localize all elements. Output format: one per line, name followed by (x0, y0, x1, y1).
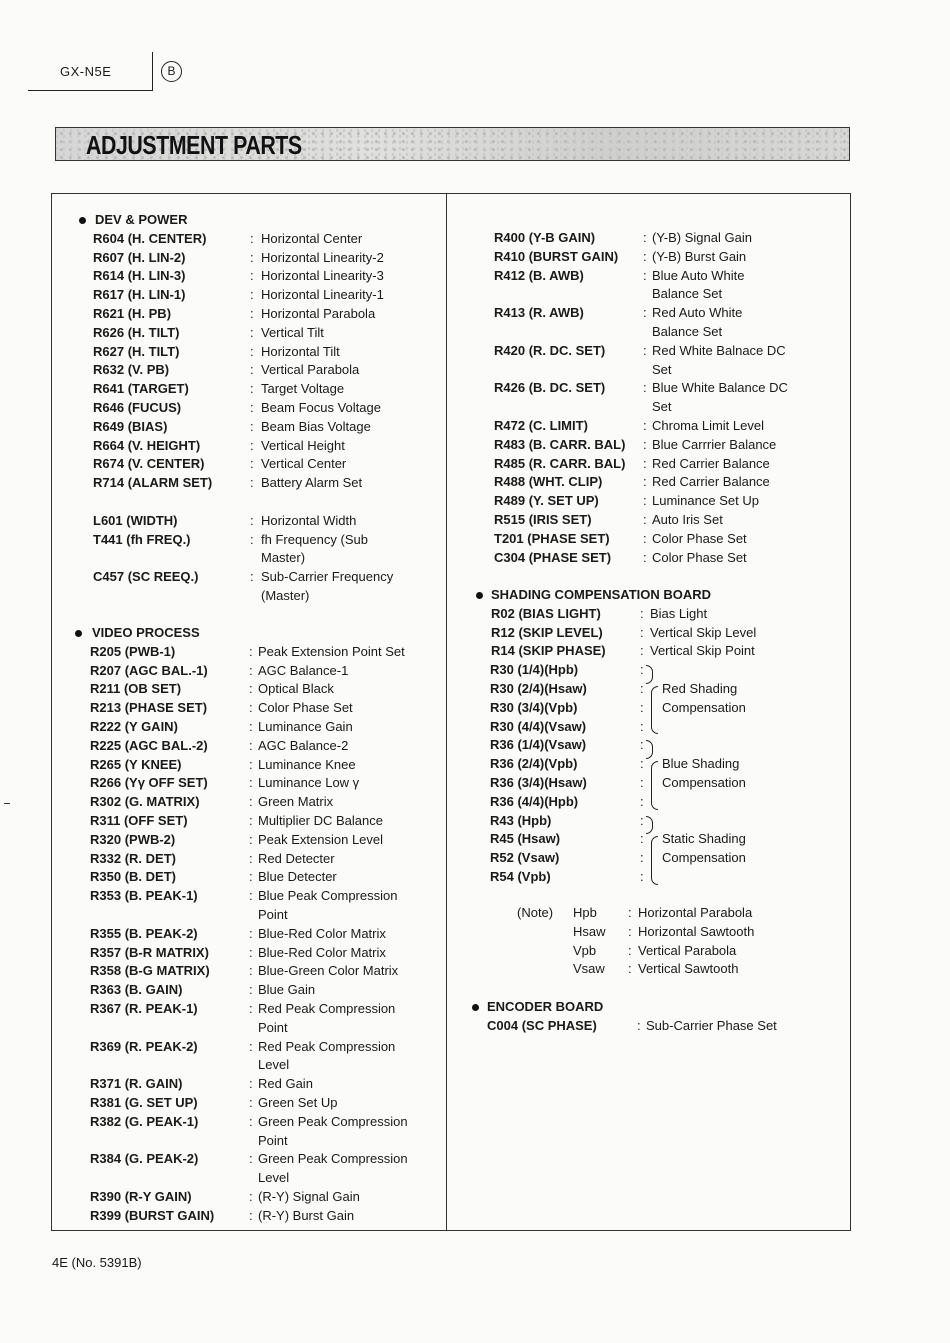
part-code: C304 (PHASE SET) (494, 549, 612, 565)
part-description: Horizontal Linearity-2 (261, 249, 384, 265)
separator-colon: : (640, 812, 644, 828)
part-description: AGC Balance-2 (258, 737, 349, 753)
section-heading: ENCODER BOARD (487, 999, 604, 1014)
separator-colon: : (250, 381, 254, 397)
separator-colon: : (640, 718, 644, 734)
separator-colon: : (628, 905, 632, 920)
part-code: R371 (R. GAIN) (90, 1076, 183, 1092)
part-description: Luminance Low γ (258, 775, 360, 791)
note-abbr: Hsaw (573, 923, 606, 939)
part-code: R627 (H. TILT) (93, 343, 180, 359)
part-description: Green Matrix (258, 794, 334, 810)
part-code: R604 (H. CENTER) (93, 230, 207, 246)
part-code: R413 (R. AWB) (494, 305, 584, 321)
part-description: Peak Extension Level (258, 831, 384, 847)
separator-colon: : (249, 1113, 253, 1129)
part-description: Blue Detecter (258, 869, 337, 885)
separator-colon: : (643, 512, 647, 527)
part-code: R515 (IRIS SET) (494, 512, 592, 527)
part-code: R485 (R. CARR. BAL) (494, 455, 626, 471)
part-code: R714 (ALARM SET) (93, 475, 213, 491)
separator-colon: : (640, 737, 644, 753)
part-code: R358 (B-G MATRIX) (90, 963, 210, 979)
part-description: Horizontal Parabola (261, 306, 376, 321)
separator-colon: : (640, 793, 644, 809)
part-description: Blue Auto White Balance Set (652, 267, 745, 302)
part-code: R488 (WHT. CLIP) (494, 474, 603, 490)
part-code: R614 (H. LIN-3) (93, 268, 186, 284)
part-code: R54 (Vpb) (490, 869, 551, 884)
separator-colon: : (249, 700, 253, 716)
part-code: R320 (PWB-2) (90, 831, 176, 847)
separator-colon: : (250, 343, 254, 359)
separator-colon: : (250, 400, 254, 415)
separator-colon: : (640, 756, 644, 772)
part-code: T201 (PHASE SET) (494, 530, 610, 546)
part-description: Red Peak Compression Point (258, 1001, 396, 1035)
part-code: R02 (BIAS LIGHT) (491, 605, 601, 621)
separator-colon: : (643, 474, 647, 490)
group-description: Red Shading Compensation (662, 681, 746, 715)
part-description: Green Peak Compression Level (258, 1151, 408, 1186)
part-code: R36 (1/4)(Vsaw) (490, 737, 587, 753)
part-description: (Y-B) Burst Gain (652, 248, 747, 264)
part-code: R332 (R. DET) (90, 850, 176, 866)
separator-colon: : (640, 699, 644, 715)
part-description: Color Phase Set (652, 549, 747, 565)
bullet-icon (79, 217, 86, 224)
separator-colon: : (643, 436, 647, 452)
part-code: R12 (SKIP LEVEL) (491, 624, 603, 640)
part-code: R646 (FUCUS) (93, 400, 182, 415)
part-description: Blue-Red Color Matrix (258, 944, 386, 960)
note-description: Vertical Parabola (638, 942, 737, 958)
part-code: R30 (4/4)(Vsaw) (490, 718, 587, 734)
separator-colon: : (249, 813, 253, 828)
separator-colon: : (640, 681, 644, 696)
part-description: Optical Black (258, 681, 334, 697)
separator-colon: : (640, 643, 644, 659)
part-code: R649 (BIAS) (93, 418, 168, 434)
separator-colon: : (250, 569, 254, 585)
separator-colon: : (249, 1151, 253, 1167)
part-code: R36 (3/4)(Hsaw) (490, 775, 587, 790)
separator-colon: : (249, 1038, 253, 1054)
part-description: Green Set Up (258, 1095, 338, 1110)
separator-colon: : (249, 1001, 253, 1016)
part-description: Color Phase Set (258, 700, 353, 716)
part-code: R617 (H. LIN-1) (93, 287, 186, 303)
separator-colon: : (628, 961, 632, 977)
part-description: Vertical Skip Point (650, 643, 755, 659)
separator-colon: : (643, 549, 647, 565)
separator-colon: : (249, 681, 253, 697)
part-description: Red White Balnace DC Set (652, 342, 786, 377)
separator-colon: : (640, 850, 644, 866)
bullet-icon (75, 630, 82, 637)
section-heading: VIDEO PROCESS (92, 625, 200, 640)
part-description: Green Peak Compression Point (258, 1113, 408, 1148)
separator-colon: : (250, 306, 254, 321)
part-code: R472 (C. LIMIT) (494, 418, 588, 433)
separator-colon: : (249, 643, 253, 659)
note-description: Horizontal Parabola (638, 905, 753, 920)
part-description: Battery Alarm Set (261, 475, 363, 491)
part-code: R225 (AGC BAL.-2) (90, 737, 208, 753)
part-code: R302 (G. MATRIX) (90, 794, 200, 810)
separator-colon: : (250, 230, 254, 246)
part-description: Red Peak Compression Level (258, 1038, 396, 1073)
part-code: R674 (V. CENTER) (93, 456, 205, 472)
separator-colon: : (249, 869, 253, 885)
part-code: R266 (Yγ OFF SET) (90, 775, 208, 791)
part-description: Vertical Center (261, 456, 347, 472)
group-bracket (651, 761, 658, 809)
note-description: Vertical Sawtooth (638, 961, 739, 977)
part-code: R36 (4/4)(Hpb) (490, 793, 579, 809)
part-description: Luminance Set Up (652, 493, 759, 509)
separator-colon: : (249, 1207, 253, 1223)
part-description: Chroma Limit Level (652, 418, 764, 433)
part-description: Auto Iris Set (652, 512, 723, 527)
part-description: Color Phase Set (652, 530, 747, 546)
separator-colon: : (640, 624, 644, 640)
part-description: Target Voltage (261, 381, 345, 397)
separator-colon: : (250, 287, 254, 303)
part-code: R30 (3/4)(Vpb) (490, 699, 578, 715)
group-bracket (646, 665, 653, 684)
part-description: Horizontal Linearity-1 (261, 287, 384, 303)
separator-colon: : (643, 305, 647, 321)
part-description: Red Carrier Balance (652, 455, 770, 471)
separator-colon: : (643, 418, 647, 433)
part-description: Horizontal Center (261, 230, 363, 246)
separator-colon: : (250, 324, 254, 340)
part-code: C004 (SC PHASE) (487, 1017, 597, 1033)
part-code: R213 (PHASE SET) (90, 700, 208, 716)
part-description: Blue-Green Color Matrix (258, 963, 399, 979)
separator-colon: : (643, 455, 647, 471)
model-number: GX-N5E (60, 64, 112, 79)
part-code: R390 (R-Y GAIN) (90, 1189, 192, 1204)
separator-colon: : (250, 512, 254, 528)
part-code: R357 (B-R MATRIX) (90, 944, 209, 960)
group-description: Static Shading Compensation (662, 831, 746, 866)
part-code: R43 (Hpb) (490, 812, 552, 828)
part-description: Beam Bias Voltage (261, 418, 371, 434)
part-description: Luminance Gain (258, 719, 353, 734)
part-code: R384 (G. PEAK-2) (90, 1151, 199, 1167)
part-description: Vertical Tilt (261, 324, 324, 340)
separator-colon: : (640, 869, 644, 884)
separator-colon: : (249, 1189, 253, 1204)
part-description: Red Auto White Balance Set (652, 305, 743, 339)
separator-colon: : (249, 1095, 253, 1110)
part-code: R426 (B. DC. SET) (494, 380, 606, 396)
part-code: R420 (R. DC. SET) (494, 342, 606, 358)
region-badge: B (161, 61, 182, 82)
part-code: R400 (Y-B GAIN) (494, 230, 596, 245)
bullet-icon (476, 592, 483, 599)
note-abbr: Hpb (573, 905, 597, 920)
part-description: fh Frequency (Sub Master) (261, 531, 368, 566)
section-heading: SHADING COMPENSATION BOARD (491, 587, 712, 602)
part-description: Red Detecter (258, 850, 335, 866)
part-description: Blue Peak Compression Point (258, 888, 398, 922)
separator-colon: : (250, 249, 254, 265)
separator-colon: : (250, 362, 254, 378)
part-code: C457 (SC REEQ.) (93, 569, 199, 585)
part-description: Blue Gain (258, 982, 316, 998)
part-description: Multiplier DC Balance (258, 813, 383, 828)
separator-colon: : (637, 1017, 641, 1033)
group-bracket (646, 740, 653, 759)
part-code: L601 (WIDTH) (93, 512, 178, 528)
separator-colon: : (640, 775, 644, 790)
part-code: T441 (fh FREQ.) (93, 531, 191, 547)
separator-colon: : (249, 756, 253, 772)
part-description: AGC Balance-1 (258, 662, 349, 678)
part-description: Blue Carrrier Balance (652, 436, 777, 452)
page-footer: 4E (No. 5391B) (52, 1255, 142, 1270)
note-abbr: Vsaw (573, 961, 605, 977)
separator-colon: : (249, 888, 253, 904)
part-description: Horizontal Tilt (261, 343, 340, 359)
part-code: R52 (Vsaw) (490, 850, 560, 866)
part-description: Vertical Skip Level (650, 624, 757, 640)
separator-colon: : (249, 1076, 253, 1092)
part-code: R265 (Y KNEE) (90, 756, 182, 772)
separator-colon: : (249, 831, 253, 847)
part-code: R30 (1/4)(Hpb) (490, 662, 579, 678)
part-description: Vertical Height (261, 437, 345, 453)
section-heading: DEV & POWER (95, 212, 188, 227)
separator-colon: : (249, 963, 253, 979)
part-code: R311 (OFF SET) (90, 813, 188, 828)
separator-colon: : (250, 456, 254, 472)
group-bracket (646, 816, 653, 835)
part-code: R222 (Y GAIN) (90, 719, 178, 734)
note-abbr: Vpb (573, 942, 597, 958)
part-code: R632 (V. PB) (93, 362, 170, 378)
group-description: Blue Shading Compensation (662, 756, 746, 790)
part-code: R412 (B. AWB) (494, 267, 584, 283)
part-description: (R-Y) Signal Gain (258, 1189, 360, 1204)
separator-colon: : (249, 982, 253, 998)
separator-colon: : (249, 850, 253, 866)
separator-colon: : (643, 248, 647, 264)
part-description: (Y-B) Signal Gain (652, 230, 752, 245)
group-bracket (651, 686, 658, 734)
separator-colon: : (643, 230, 647, 245)
page-title: ADJUSTMENT PARTS (86, 130, 302, 160)
part-code: R399 (BURST GAIN) (90, 1207, 215, 1223)
separator-colon: : (249, 719, 253, 734)
separator-colon: : (643, 493, 647, 509)
part-description: Bias Light (650, 605, 708, 621)
part-code: R207 (AGC BAL.-1) (90, 662, 208, 678)
part-description: Luminance Knee (258, 756, 356, 772)
separator-colon: : (249, 662, 253, 678)
part-code: R641 (TARGET) (93, 381, 189, 397)
separator-colon: : (250, 268, 254, 284)
separator-colon: : (249, 944, 253, 960)
part-code: R363 (B. GAIN) (90, 982, 183, 998)
part-code: R30 (2/4)(Hsaw) (490, 681, 587, 696)
part-code: R36 (2/4)(Vpb) (490, 756, 578, 772)
part-description: Peak Extension Point Set (258, 643, 405, 659)
part-code: R355 (B. PEAK-2) (90, 925, 198, 941)
separator-colon: : (640, 605, 644, 621)
separator-colon: : (249, 775, 253, 791)
part-description: (R-Y) Burst Gain (258, 1207, 355, 1223)
group-bracket (651, 836, 658, 884)
part-code: R483 (B. CARR. BAL) (494, 436, 626, 452)
part-code: R664 (V. HEIGHT) (93, 437, 201, 453)
part-description: Horizontal Width (261, 512, 357, 528)
part-description: Vertical Parabola (261, 362, 360, 378)
part-description: Red Gain (258, 1076, 313, 1092)
separator-colon: : (249, 925, 253, 941)
note-label: (Note) (517, 905, 554, 920)
separator-colon: : (643, 530, 647, 546)
part-code: R45 (Hsaw) (490, 831, 561, 847)
part-code: R382 (G. PEAK-1) (90, 1113, 199, 1129)
part-description: Blue-Red Color Matrix (258, 925, 386, 941)
separator-colon: : (628, 923, 632, 939)
separator-colon: : (250, 531, 254, 547)
part-code: R367 (R. PEAK-1) (90, 1001, 198, 1016)
separator-colon: : (643, 380, 647, 396)
part-description: Sub-Carrier Phase Set (646, 1017, 777, 1033)
separator-colon: : (249, 794, 253, 810)
part-description: Red Carrier Balance (652, 474, 770, 490)
part-description: Horizontal Linearity-3 (261, 268, 384, 284)
part-code: R626 (H. TILT) (93, 324, 180, 340)
bullet-icon (472, 1004, 479, 1011)
part-code: R607 (H. LIN-2) (93, 249, 186, 265)
part-code: R410 (BURST GAIN) (494, 248, 619, 264)
separator-colon: : (628, 942, 632, 958)
part-code: R205 (PWB-1) (90, 643, 176, 659)
separator-colon: : (643, 267, 647, 283)
part-code: R489 (Y. SET UP) (494, 493, 599, 509)
note-description: Horizontal Sawtooth (638, 923, 755, 939)
part-code: R350 (B. DET) (90, 869, 176, 885)
part-code: R381 (G. SET UP) (90, 1095, 198, 1110)
part-code: R211 (OB SET) (90, 681, 182, 697)
part-description: Blue White Balance DC Set (652, 380, 788, 415)
part-description: Beam Focus Voltage (261, 400, 381, 415)
part-code: R369 (R. PEAK-2) (90, 1038, 198, 1054)
part-description: Sub-Carrier Frequency (Master) (261, 569, 394, 603)
part-code: R353 (B. PEAK-1) (90, 888, 198, 904)
separator-colon: : (250, 437, 254, 453)
separator-colon: : (643, 342, 647, 358)
separator-colon: : (250, 418, 254, 434)
separator-colon: : (640, 831, 644, 847)
separator-colon: : (250, 475, 254, 491)
separator-colon: : (249, 737, 253, 753)
separator-colon: : (640, 662, 644, 678)
part-code: R621 (H. PB) (93, 306, 172, 321)
part-code: R14 (SKIP PHASE) (491, 643, 606, 659)
